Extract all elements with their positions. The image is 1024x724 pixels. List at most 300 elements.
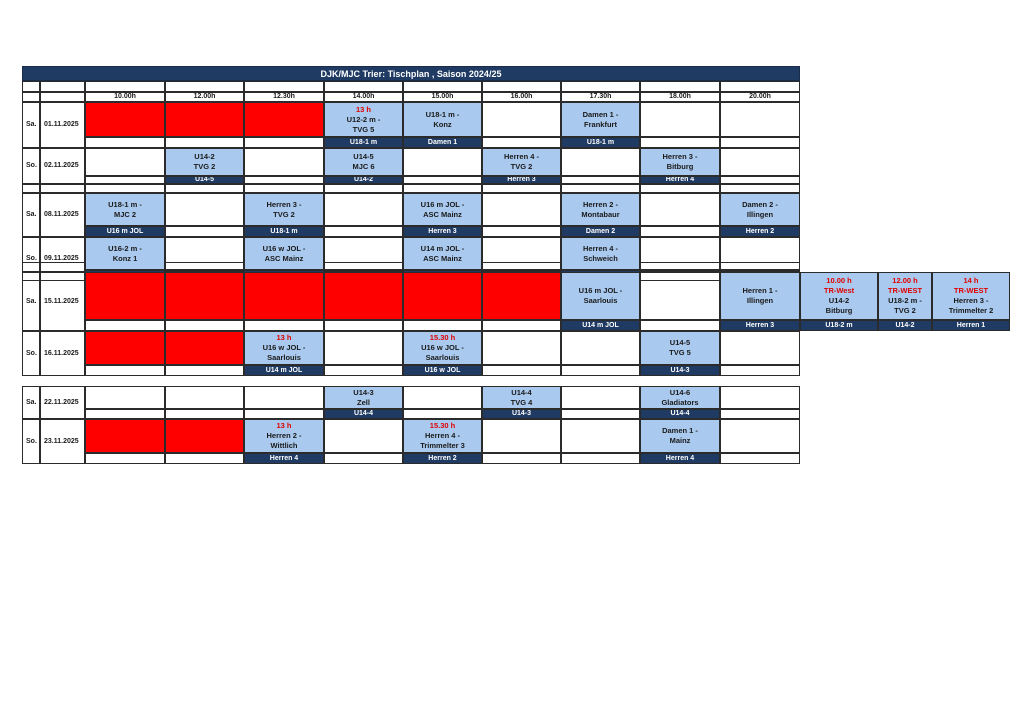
team-label <box>165 176 244 184</box>
weekday: So. <box>26 349 37 357</box>
empty-cell <box>324 419 403 453</box>
match-opponent: Illingen <box>746 209 774 219</box>
match-team: U12-2 m - <box>346 114 381 124</box>
match-cell <box>403 331 482 365</box>
time-note: 12.00 h <box>892 276 918 285</box>
match-team: U18-1 m - <box>108 199 142 209</box>
match-team: Herren 3 - <box>662 152 698 161</box>
empty-cell <box>324 193 403 226</box>
team-label <box>324 176 403 184</box>
time-note: 13 h <box>276 421 292 430</box>
match-opponent: Saarlouis <box>267 353 301 362</box>
match-cell <box>561 193 640 226</box>
match-opponent: TVG 2 <box>894 306 916 315</box>
blocked-cell <box>324 272 403 320</box>
empty-cell <box>165 237 244 270</box>
date: 01.11.2025 <box>44 121 79 128</box>
day-cell <box>22 193 40 237</box>
match-team: U16 w JOL - <box>262 343 306 352</box>
match-opponent: TVG 5 <box>669 348 691 357</box>
team-name: U14-2 <box>353 176 374 183</box>
match-cell <box>482 148 561 176</box>
date: 09.11.2025 <box>44 255 79 262</box>
team-name: Herren 4 <box>269 454 299 462</box>
empty-cell <box>561 419 640 453</box>
empty-cell <box>403 320 482 331</box>
date-cell <box>40 272 85 331</box>
empty-cell <box>561 148 640 176</box>
date: 23.11.2025 <box>44 437 79 445</box>
match-cell <box>324 148 403 176</box>
match-team: Herren 4 - <box>503 152 539 161</box>
match-opponent: Bitburg <box>825 306 853 315</box>
empty-cell <box>165 81 244 92</box>
team-name: U14 m JOL <box>582 321 619 329</box>
match-team: U16 w JOL - <box>262 243 306 253</box>
team-name: U14-2 <box>895 321 915 329</box>
match-cell <box>165 148 244 176</box>
time-label: 14.00h <box>352 93 375 100</box>
weekday: Sa. <box>26 297 37 305</box>
team-label <box>932 320 1010 331</box>
team-label <box>640 365 720 376</box>
team-name: U16 m JOL <box>106 227 144 235</box>
team-label <box>561 226 640 237</box>
team-name: Herren 3 <box>428 227 457 235</box>
match-team: U14-2 <box>194 152 215 161</box>
time-label: 17.30h <box>589 93 612 100</box>
match-opponent: Mainz <box>669 436 691 445</box>
empty-cell <box>324 453 403 464</box>
match-opponent: ASC Mainz <box>264 253 304 263</box>
day-cell <box>22 386 40 419</box>
team-name: U14-3 <box>670 366 690 374</box>
match-team: U14-3 <box>353 387 374 397</box>
match-opponent: Konz 1 <box>112 253 138 263</box>
team-name: U14-4 <box>353 410 374 417</box>
match-team: U14-2 <box>828 296 850 305</box>
match-cell <box>561 272 640 320</box>
team-label <box>244 226 324 237</box>
team-label <box>403 365 482 376</box>
time-header <box>482 92 561 102</box>
match-team: U16-2 m - <box>108 243 142 253</box>
match-cell <box>640 331 720 365</box>
empty-cell <box>403 176 482 184</box>
team-name: Herren 4 <box>665 176 695 183</box>
match-cell <box>324 386 403 409</box>
time-header <box>165 92 244 102</box>
match-cell <box>403 237 482 270</box>
team-name: U14-3 <box>511 410 532 417</box>
time-note: 10.00 h <box>826 276 852 285</box>
match-team: U14-5 <box>669 338 691 347</box>
date: 22.11.2025 <box>44 398 79 406</box>
match-cell <box>403 419 482 453</box>
empty-cell <box>165 226 244 237</box>
empty-cell <box>40 81 85 92</box>
match-opponent: Gladiators <box>661 397 699 407</box>
team-name: Damen 1 <box>427 138 458 146</box>
match-cell <box>244 237 324 270</box>
blocked-cell <box>85 102 165 137</box>
empty-cell <box>165 409 244 419</box>
blocked-cell <box>165 419 244 453</box>
date-cell <box>40 148 85 184</box>
empty-cell <box>324 184 403 193</box>
empty-cell <box>640 137 720 148</box>
match-team: Herren 3 - <box>953 296 989 305</box>
time-label: 20.00h <box>749 93 771 100</box>
empty-cell <box>482 365 561 376</box>
match-opponent: MJC 6 <box>352 162 375 171</box>
weekday: So. <box>26 162 37 169</box>
empty-cell <box>561 176 640 184</box>
empty-cell <box>720 331 800 365</box>
empty-cell <box>720 176 800 184</box>
venue-note: TR-WEST <box>887 286 923 295</box>
empty-cell <box>85 81 165 92</box>
match-cell <box>244 193 324 226</box>
match-opponent: Zell <box>357 397 370 407</box>
team-label <box>878 320 932 331</box>
weekday: Sa. <box>26 398 37 406</box>
time-label: 15.00h <box>431 93 454 100</box>
time-note: 14 h <box>963 276 979 285</box>
empty-cell <box>561 365 640 376</box>
tr-west-cell <box>878 272 932 320</box>
match-opponent: MJC 2 <box>113 209 137 219</box>
day-cell <box>22 102 40 148</box>
empty-cell <box>403 184 482 193</box>
team-name: U18-1 m <box>349 138 378 146</box>
empty-cell <box>720 453 800 464</box>
empty-cell <box>324 237 403 270</box>
time-header <box>85 92 165 102</box>
empty-cell <box>720 409 800 419</box>
time-note: 15.30 h <box>429 421 456 430</box>
empty-cell <box>244 81 324 92</box>
match-cell <box>720 193 800 226</box>
empty-cell <box>561 453 640 464</box>
blocked-cell <box>403 272 482 320</box>
empty-cell <box>640 226 720 237</box>
day-cell <box>22 419 40 464</box>
empty-cell <box>720 237 800 270</box>
empty-cell <box>403 409 482 419</box>
empty-cell <box>324 226 403 237</box>
match-cell <box>403 102 482 137</box>
empty-cell <box>22 81 40 92</box>
empty-cell <box>165 193 244 226</box>
day-cell <box>22 148 40 184</box>
day-cell <box>22 272 40 331</box>
empty-cell <box>640 184 720 193</box>
blocked-cell <box>244 272 324 320</box>
empty-cell <box>720 102 800 137</box>
day-cell <box>22 331 40 376</box>
empty-cell <box>482 453 561 464</box>
match-cell <box>244 419 324 453</box>
match-cell <box>561 237 640 270</box>
match-opponent: TVG 2 <box>193 162 216 171</box>
team-label <box>403 453 482 464</box>
team-name: Herren 2 <box>745 227 775 235</box>
match-cell <box>640 419 720 453</box>
match-opponent: ASC Mainz <box>423 209 462 219</box>
match-cell <box>482 386 561 409</box>
team-name: Herren 1 <box>956 321 986 329</box>
match-cell <box>85 237 165 270</box>
empty-cell <box>640 81 720 92</box>
team-label <box>800 320 878 331</box>
team-label <box>403 137 482 148</box>
match-cell <box>324 102 403 137</box>
time-header <box>244 92 324 102</box>
time-header <box>561 92 640 102</box>
team-name: U16 w JOL <box>424 366 461 374</box>
match-opponent: TVG 2 <box>273 209 295 219</box>
blocked-cell <box>244 102 324 137</box>
venue-note: TR-WEST <box>953 286 989 295</box>
date-cell <box>40 419 85 464</box>
empty-cell <box>561 386 640 409</box>
blocked-cell <box>165 102 244 137</box>
time-header <box>720 92 800 102</box>
match-opponent: Saarlouis <box>425 353 460 362</box>
header-cell <box>22 92 40 102</box>
team-name: U18-1 m <box>586 138 615 146</box>
time-label: 10.00h <box>114 93 136 100</box>
match-team: Herren 2 - <box>266 431 302 440</box>
time-header <box>403 92 482 102</box>
empty-cell <box>324 365 403 376</box>
team-name: U14-5 <box>194 176 215 183</box>
match-opponent: Montabaur <box>581 209 620 219</box>
match-cell <box>561 102 640 137</box>
empty-cell <box>482 226 561 237</box>
empty-cell <box>22 184 40 193</box>
empty-cell <box>244 148 324 176</box>
match-opponent: Wittlich <box>270 441 298 450</box>
empty-cell <box>85 409 165 419</box>
time-header <box>640 92 720 102</box>
time-note: 13 h <box>276 333 292 342</box>
empty-cell <box>482 193 561 226</box>
empty-cell <box>244 320 324 331</box>
empty-cell <box>85 365 165 376</box>
match-cell <box>403 193 482 226</box>
empty-cell <box>85 184 165 193</box>
team-label <box>324 137 403 148</box>
date-cell <box>40 386 85 419</box>
empty-cell <box>720 184 800 193</box>
empty-cell <box>720 137 800 148</box>
empty-cell <box>85 148 165 176</box>
match-team: U16 m JOL - <box>578 286 623 295</box>
blocked-cell <box>482 272 561 320</box>
team-label <box>85 226 165 237</box>
team-label <box>244 365 324 376</box>
match-opponent: Illingen <box>746 296 774 305</box>
blocked-cell <box>85 272 165 320</box>
team-name: U14-4 <box>670 410 690 417</box>
match-opponent: Konz <box>433 119 452 129</box>
empty-cell <box>85 137 165 148</box>
empty-cell <box>165 386 244 409</box>
match-opponent: TVG 5 <box>352 124 375 134</box>
date-cell <box>40 331 85 376</box>
empty-cell <box>482 331 561 365</box>
empty-cell <box>85 386 165 409</box>
weekday: Sa. <box>26 211 37 218</box>
team-label <box>482 176 561 184</box>
weekday: So. <box>26 255 37 262</box>
match-team: Herren 2 - <box>582 199 618 209</box>
empty-cell <box>640 102 720 137</box>
empty-cell <box>40 184 85 193</box>
blocked-cell <box>85 331 165 365</box>
empty-cell <box>561 184 640 193</box>
team-name: Herren 4 <box>665 454 695 462</box>
team-name: U14 m JOL <box>265 366 303 374</box>
empty-cell <box>482 137 561 148</box>
empty-cell <box>482 102 561 137</box>
match-team: Damen 1 - <box>662 426 698 435</box>
match-cell <box>720 272 800 320</box>
match-team: U18-2 m - <box>888 296 922 305</box>
empty-cell <box>324 81 403 92</box>
empty-cell <box>720 386 800 409</box>
empty-cell <box>85 453 165 464</box>
empty-cell <box>165 320 244 331</box>
blocked-cell <box>165 272 244 320</box>
empty-cell <box>403 148 482 176</box>
time-note: 13 h <box>355 104 371 114</box>
team-label <box>720 226 800 237</box>
match-opponent: Trimmelter 3 <box>420 441 465 450</box>
empty-cell <box>482 320 561 331</box>
empty-cell <box>85 176 165 184</box>
tr-west-cell <box>800 272 878 320</box>
empty-cell <box>244 137 324 148</box>
date: 08.11.2025 <box>44 211 79 218</box>
match-team: Herren 4 - <box>582 243 618 253</box>
empty-cell <box>244 409 324 419</box>
empty-cell <box>720 365 800 376</box>
empty-cell <box>720 81 800 92</box>
header-cell <box>40 92 85 102</box>
team-label <box>561 320 640 331</box>
team-name: Damen 2 <box>585 227 616 235</box>
team-label <box>640 176 720 184</box>
blocked-cell <box>85 419 165 453</box>
empty-cell <box>403 386 482 409</box>
team-label <box>403 226 482 237</box>
empty-cell <box>244 184 324 193</box>
time-label: 12.30h <box>273 93 295 100</box>
team-name: Herren 3 <box>745 321 775 329</box>
match-cell <box>640 386 720 409</box>
weekday: So. <box>26 437 37 445</box>
empty-cell <box>561 409 640 419</box>
match-team: U18-1 m - <box>425 109 460 119</box>
match-team: Herren 1 - <box>742 286 778 295</box>
empty-cell <box>640 320 720 331</box>
empty-cell <box>165 137 244 148</box>
team-label <box>561 137 640 148</box>
empty-cell <box>720 419 800 453</box>
weekday: Sa. <box>26 121 37 128</box>
match-opponent: Trimmelter 2 <box>948 306 994 315</box>
empty-cell <box>165 365 244 376</box>
time-note: 15.30 h <box>429 333 456 342</box>
match-cell <box>244 331 324 365</box>
team-label <box>324 409 403 419</box>
time-label: 18.00h <box>669 93 691 100</box>
empty-cell <box>482 184 561 193</box>
tr-west-cell <box>932 272 1010 320</box>
match-cell <box>640 148 720 176</box>
match-opponent: Frankfurt <box>584 119 617 129</box>
empty-cell <box>720 148 800 176</box>
team-name: U18-1 m <box>270 227 298 235</box>
team-name: Herren 2 <box>428 454 457 462</box>
venue-note: TR-West <box>823 286 855 295</box>
empty-cell <box>85 320 165 331</box>
empty-cell <box>165 453 244 464</box>
empty-cell <box>244 386 324 409</box>
match-team: Damen 1 - <box>582 109 619 119</box>
sheet-title: DJK/MJC Trier: Tischplan , Saison 2024/25 <box>22 66 800 81</box>
empty-cell <box>165 184 244 193</box>
empty-cell <box>482 237 561 270</box>
match-opponent: Saarlouis <box>583 296 618 305</box>
empty-cell <box>482 419 561 453</box>
team-name: Herren 3 <box>507 176 536 183</box>
empty-cell <box>244 176 324 184</box>
match-team: Herren 3 - <box>266 199 302 209</box>
empty-cell <box>561 81 640 92</box>
date-cell <box>40 102 85 148</box>
team-name: U18-2 m <box>825 321 853 329</box>
empty-cell <box>403 81 482 92</box>
blocked-cell <box>165 331 244 365</box>
match-team: U16 m JOL - <box>420 199 465 209</box>
empty-cell <box>482 81 561 92</box>
team-label <box>482 409 561 419</box>
empty-cell <box>640 272 720 320</box>
match-team: U14-5 <box>353 152 374 161</box>
match-team: U16 w JOL - <box>421 343 464 352</box>
match-opponent: TVG 2 <box>510 162 533 171</box>
match-opponent: ASC Mainz <box>423 253 462 263</box>
team-label <box>720 320 800 331</box>
time-header <box>324 92 403 102</box>
match-cell <box>85 193 165 226</box>
empty-cell <box>640 193 720 226</box>
date: 16.11.2025 <box>44 349 79 357</box>
team-label <box>640 453 720 464</box>
empty-cell <box>561 331 640 365</box>
match-opponent: TVG 4 <box>510 397 533 407</box>
date: 15.11.2025 <box>44 297 79 305</box>
team-label <box>244 453 324 464</box>
time-label: 12.00h <box>193 93 216 100</box>
match-team: Damen 2 - <box>742 199 778 209</box>
empty-cell <box>640 237 720 270</box>
match-team: U14-4 <box>511 387 532 397</box>
